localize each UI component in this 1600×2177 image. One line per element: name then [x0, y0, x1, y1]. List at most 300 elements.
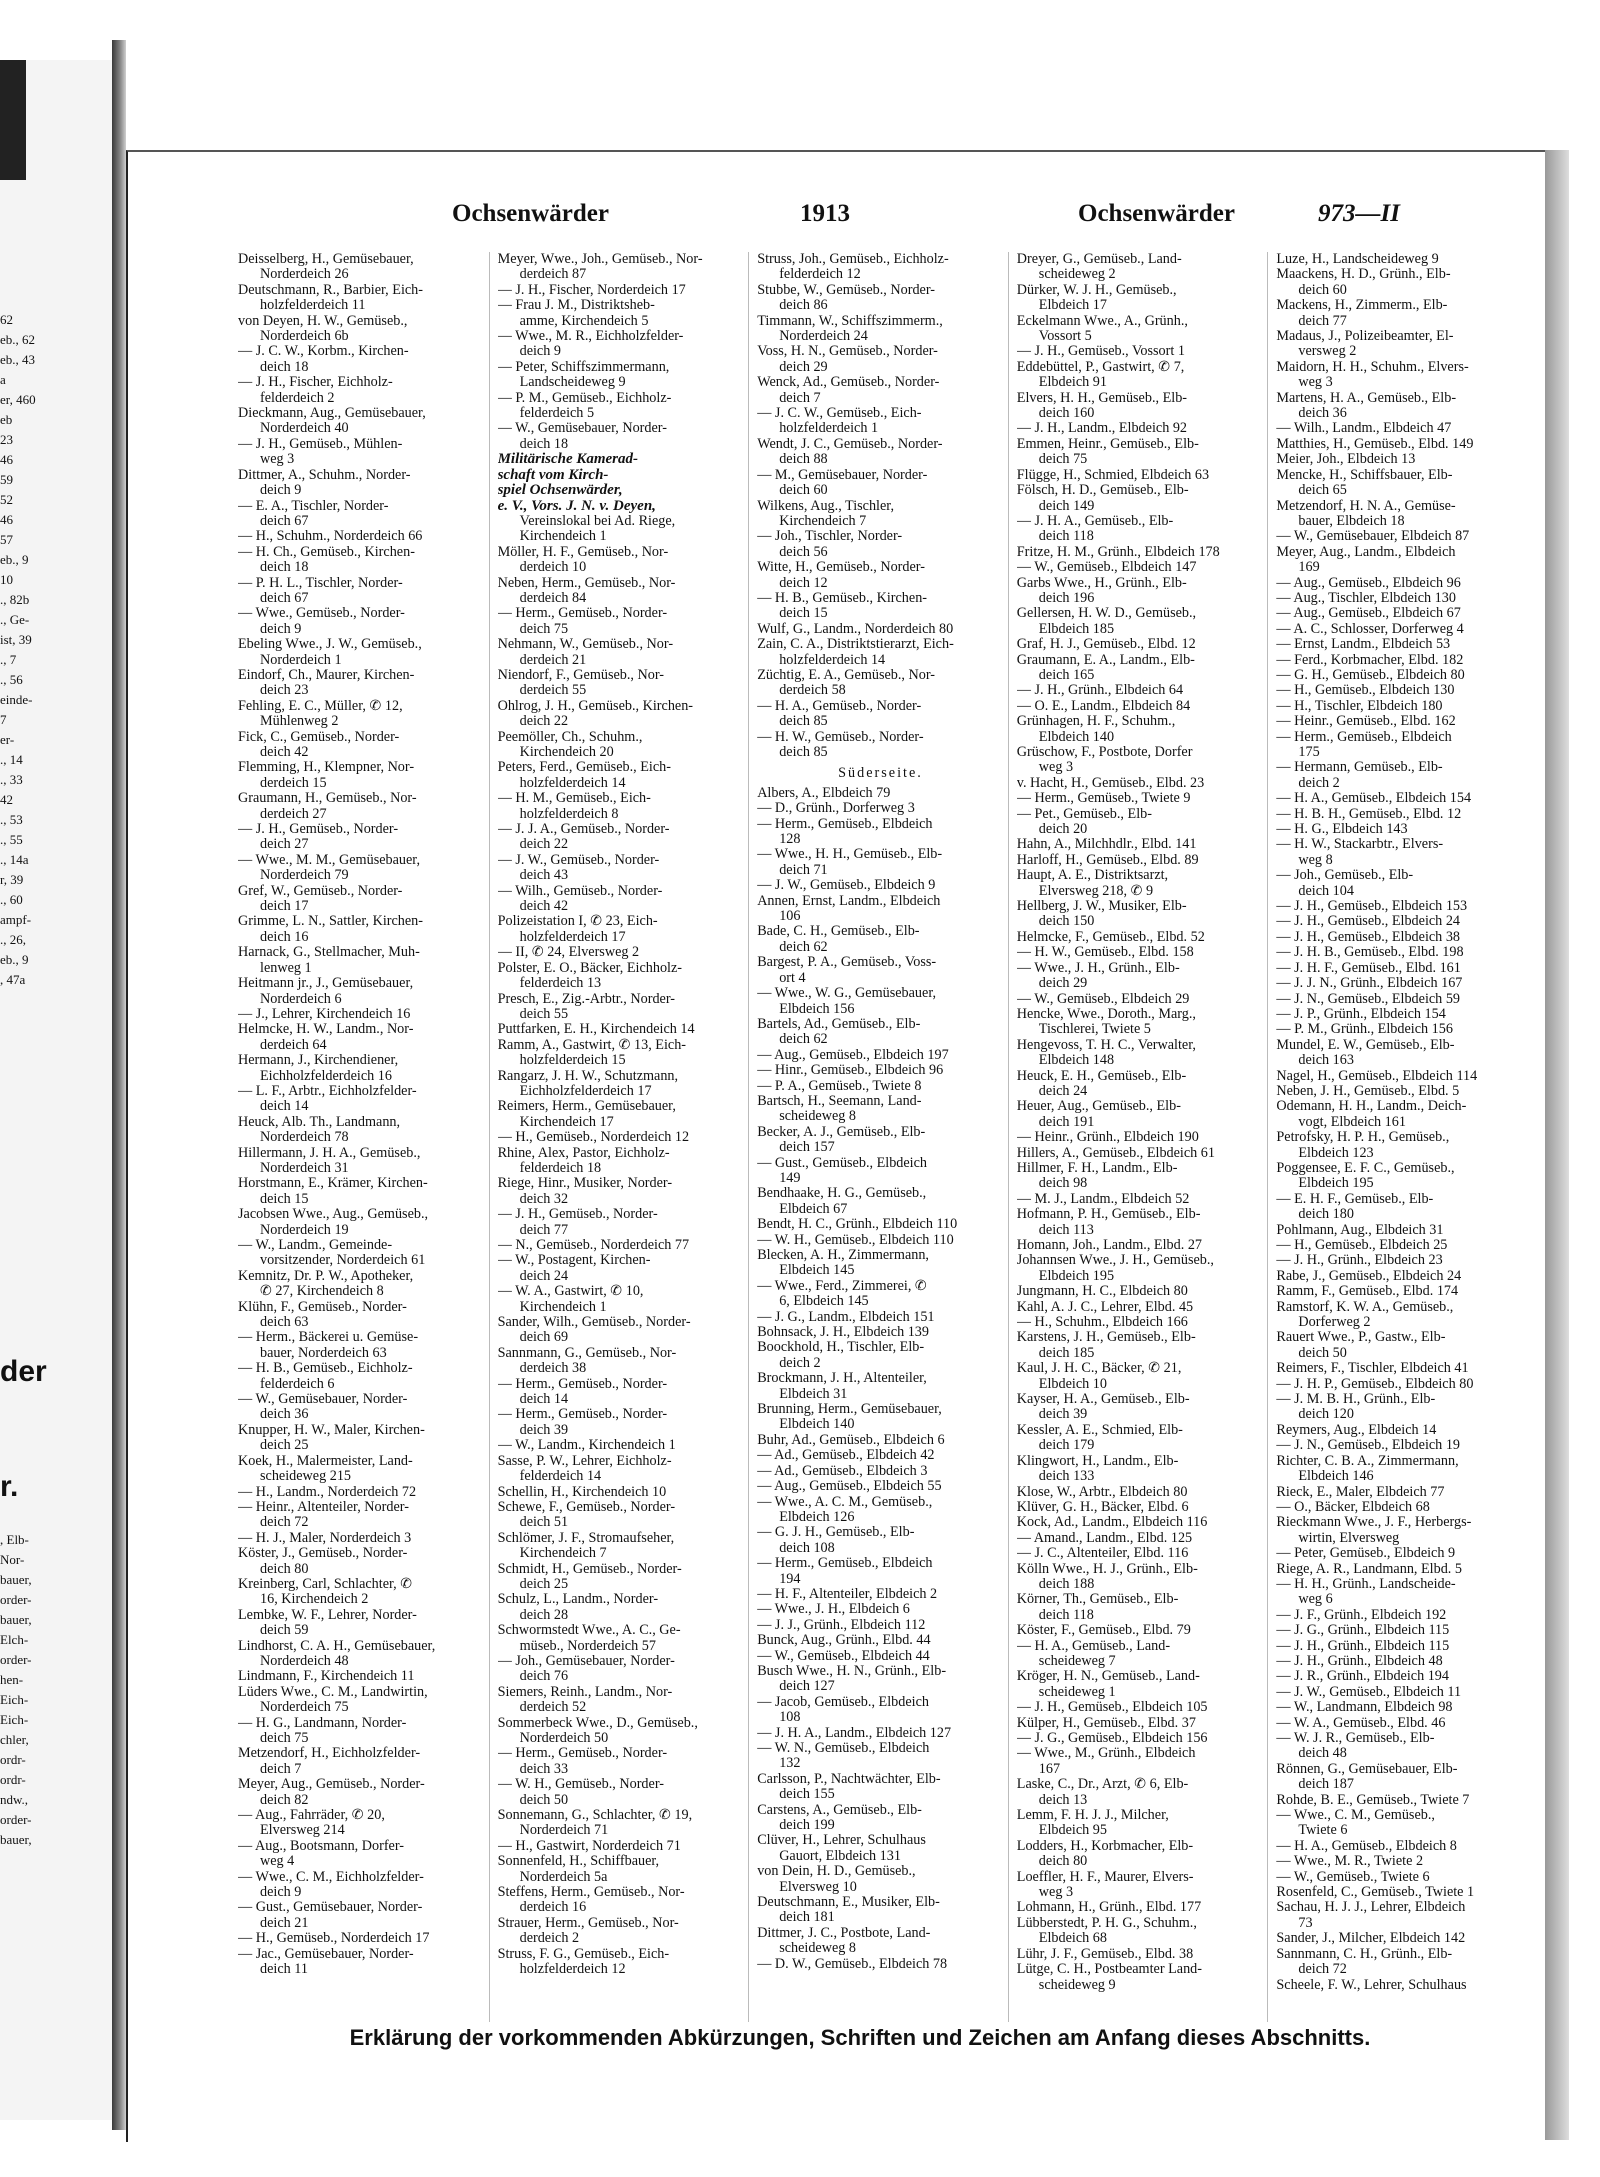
directory-entry-line: Grimme, L. N., Sattler, Kirchen-	[238, 914, 423, 930]
directory-entry-line: — W., Gemüsebauer, Elbdeich 87	[1276, 529, 1470, 545]
directory-entry-line: derdeich 27	[260, 806, 327, 822]
directory-entry-line: deich 16	[260, 929, 309, 945]
directory-entry-line: — H. J., Maler, Norderdeich 3	[238, 1530, 412, 1546]
directory-entry-line: scheideweg 8	[779, 1109, 857, 1125]
directory-entry-line: — L. F., Arbtr., Eichholzfelder-	[238, 1083, 417, 1099]
directory-entry-line: 149	[779, 1170, 801, 1186]
directory-entry-line: Nagel, H., Gemüseb., Elbdeich 114	[1276, 1068, 1478, 1084]
directory-entry-line: — J. H., Gemüseb., Elbdeich 38	[1276, 929, 1461, 945]
directory-entry-line: Helmcke, F., Gemüseb., Elbd. 52	[1016, 929, 1205, 945]
directory-entry-line: Dieckmann, Aug., Gemüsebauer,	[238, 406, 426, 422]
directory-entry-line: Grüschow, F., Postbote, Dorfer	[1016, 745, 1193, 760]
directory-entry-line: felderdeich 14	[519, 1469, 602, 1485]
directory-entry-line: deich 7	[260, 1761, 302, 1777]
directory-entry-line: Elversweg 214	[260, 1823, 345, 1839]
directory-entry-line: — W., Landm., Gemeinde-	[238, 1238, 393, 1253]
directory-entry-line: — Joh., Tischler, Norder-	[757, 529, 903, 545]
directory-entry-line: Hengevoss, T. H. C., Verwalter,	[1016, 1037, 1196, 1053]
directory-entry-line: — H. G., Elbdeich 143	[1276, 822, 1408, 838]
directory-entry-line: — H. A., Gemüseb., Norder-	[757, 698, 922, 714]
previous-page-line: Eich-	[0, 1712, 29, 1727]
directory-entry-line: Hofmann, P. H., Gemüseb., Elb-	[1016, 1207, 1201, 1223]
directory-entry-line: — W., Gemüseb., Elbdeich 44	[757, 1648, 930, 1664]
directory-entry-line: Kirchendeich 1	[519, 1299, 607, 1315]
directory-entry-line: bauer, Elbdeich 18	[1298, 513, 1405, 529]
directory-entry-line: Wenck, Ad., Gemüseb., Norder-	[757, 375, 940, 391]
directory-entry-line: deich 127	[779, 1679, 835, 1695]
directory-entry-line: — Jac., Gemüsebauer, Norder-	[238, 1946, 414, 1962]
directory-entry-line: derdeich 21	[519, 652, 587, 668]
directory-entry-line: deich 2	[779, 1355, 821, 1371]
directory-entry-line: — Wwe., J. H., Grünh., Elb-	[1016, 960, 1180, 976]
directory-entry-line: deich 163	[1298, 1053, 1354, 1069]
directory-entry-line: — H. H., Grünh., Landscheide-	[1276, 1576, 1456, 1592]
previous-page-line: ., 26,	[0, 932, 26, 947]
directory-entry-line: — J. M. B. H., Grünh., Elb-	[1276, 1392, 1436, 1408]
directory-entry-line: — Ernst, Landm., Elbdeich 53	[1276, 637, 1451, 653]
directory-entry-line: scheideweg 2	[1038, 267, 1116, 283]
directory-entry-line: — Aug., Tischler, Elbdeich 130	[1276, 590, 1456, 606]
directory-entry-line: deich 29	[779, 359, 828, 375]
directory-entry-line: deich 14	[260, 1099, 309, 1115]
directory-entry-line: — J. H., Grünh., Elbdeich 48	[1276, 1653, 1443, 1669]
directory-entry-line: Helmcke, H. W., Landm., Nor-	[238, 1022, 414, 1038]
directory-entry-line: — Wwe., J. H., Elbdeich 6	[757, 1602, 910, 1618]
directory-entry-line: Brunning, Herm., Gemüsebauer,	[757, 1402, 942, 1418]
directory-entry-line: Mencke, H., Schiffsbauer, Elb-	[1276, 467, 1453, 483]
directory-entry-line: deich 18	[260, 560, 309, 576]
directory-entry-line: Johannsen Wwe., J. H., Gemüseb.,	[1016, 1253, 1214, 1269]
directory-entry-line: Mühlenweg 2	[260, 714, 339, 730]
directory-entry-line: — Herm., Gemüseb., Norder-	[497, 1376, 668, 1392]
directory-entry-line: — J. H., Gemüseb., Elbdeich 153	[1276, 899, 1468, 915]
directory-entry-line: Lodders, H., Korbmacher, Elb-	[1016, 1838, 1194, 1854]
previous-page-line: Eich-	[0, 1692, 29, 1707]
directory-entry-line: Harloff, H., Gemüseb., Elbd. 89	[1016, 852, 1199, 868]
directory-entry-line: Elbdeich 156	[779, 1001, 855, 1017]
directory-entry-line: deich 18	[519, 436, 569, 452]
header-right-title: Ochsenwärder	[1078, 200, 1235, 227]
previous-page-line: ordr-	[0, 1772, 26, 1787]
column-1	[238, 252, 490, 2022]
directory-entry-line: Hillmer, F. H., Landm., Elb-	[1016, 1160, 1178, 1176]
directory-entry-line: — H., Gemüseb., Norderdeich 17	[238, 1931, 430, 1947]
directory-entry-line: deich 39	[1038, 1407, 1088, 1423]
directory-entry-line: Hencke, Wwe., Doroth., Marg.,	[1016, 1006, 1196, 1022]
directory-entry-line: Eichholzfelderdeich 17	[519, 1083, 652, 1099]
directory-entry-line: Hermann, J., Kirchendiener,	[238, 1053, 399, 1069]
directory-entry-line: Richter, C. B. A., Zimmermann,	[1276, 1453, 1459, 1469]
directory-entry-line: deich 85	[779, 745, 828, 760]
directory-entry-line: — Herm., Bäckerei u. Gemüse-	[238, 1330, 419, 1346]
directory-entry-line: — J. H. B., Gemüseb., Elbd. 198	[1276, 945, 1464, 961]
directory-entry-line: Köster, J., Gemüseb., Norder-	[238, 1546, 408, 1562]
directory-entry-line: — J. H., Gemüseb., Mühlen-	[238, 436, 403, 452]
previous-page-line: ndw.,	[0, 1792, 29, 1807]
directory-entry-line: Sonnemann, G., Schlachter, ✆ 19,	[497, 1808, 693, 1824]
page-number: 973—II	[1318, 200, 1400, 227]
directory-entry-line: Clüver, H., Lehrer, Schulhaus	[757, 1833, 926, 1849]
directory-entry-line: — Herm., Gemüseb., Elbdeich	[757, 1556, 933, 1572]
directory-entry-line: — W., Gemüseb., Elbdeich 29	[1016, 991, 1190, 1007]
directory-entry-line: Klose, W., Arbtr., Elbdeich 80	[1016, 1484, 1188, 1500]
directory-entry-line: Deutschmann, R., Barbier, Eich-	[238, 282, 423, 298]
directory-entry-line: deich 27	[260, 837, 309, 853]
directory-entry-line: — Aug., Fahrräder, ✆ 20,	[238, 1808, 385, 1824]
directory-entry-line: — J. C., Altenteiler, Elbd. 116	[1016, 1546, 1189, 1562]
directory-entry-line: Niendorf, F., Gemüseb., Nor-	[497, 667, 665, 683]
directory-entry-line: Eichholzfelderdeich 16	[260, 1068, 392, 1084]
directory-entry-line: — J. H., Grünh., Elbdeich 115	[1276, 1638, 1450, 1654]
previous-page-line: 52	[0, 492, 13, 507]
directory-entry-line: Kirchendeich 17	[519, 1114, 614, 1130]
directory-entry-line: deich 157	[779, 1140, 835, 1156]
directory-entry-line: deich 88	[779, 452, 828, 468]
directory-entry-line: vorsitzender, Norderdeich 61	[260, 1253, 426, 1269]
directory-entry-line: — J. H., Grünh., Elbdeich 23	[1276, 1253, 1443, 1269]
directory-entry-line: Rangarz, J. H. W., Schutzmann,	[497, 1068, 679, 1084]
directory-entry-line: Sannmann, C. H., Grünh., Elb-	[1276, 1946, 1453, 1962]
directory-entry-line: deich 29	[1038, 976, 1088, 992]
directory-entry-line: Elbdeich 146	[1298, 1469, 1374, 1485]
previous-page-line: 57	[0, 532, 13, 547]
directory-entry-line: weg 3	[260, 452, 295, 468]
directory-entry-line: — J. N., Gemüseb., Elbdeich 19	[1276, 1438, 1461, 1454]
directory-entry-line: — Heinr., Altenteiler, Norder-	[238, 1499, 409, 1515]
directory-entry-line: Fritze, H. M., Grünh., Elbdeich 178	[1016, 544, 1220, 560]
directory-entry-line: — J. C. W., Gemüseb., Eich-	[757, 406, 922, 422]
directory-entry-line: deich 18	[260, 359, 309, 375]
directory-entry-line: holzfelderdeich 8	[519, 806, 619, 822]
directory-entry-line: — W., Gemüsebauer, Norder-	[497, 421, 667, 437]
directory-entry-line: deich 22	[519, 714, 569, 730]
previous-page-line: 59	[0, 472, 13, 487]
directory-entry-line: derdeich 55	[519, 683, 587, 699]
directory-entry-line: Maidorn, H. H., Schuhm., Elvers-	[1276, 359, 1469, 375]
directory-entry-line: Grünhagen, H. F., Schuhm.,	[1016, 714, 1176, 730]
directory-entry-line: — M., Gemüsebauer, Norder-	[757, 467, 928, 483]
directory-entry-line: Elbdeich 95	[1038, 1823, 1107, 1839]
directory-entry-line: deich 24	[519, 1268, 569, 1284]
directory-entry-line: deich 160	[1038, 406, 1095, 422]
directory-entry-line: — W., Gemüseb., Elbdeich 147	[1016, 560, 1197, 576]
directory-entry-line: deich 77	[1298, 313, 1347, 329]
directory-entry-line: Emmen, Heinr., Gemüseb., Elb-	[1016, 436, 1199, 452]
previous-page-line: 42	[0, 792, 13, 807]
previous-page-heading-fragment: der	[0, 1355, 47, 1388]
directory-entry-line: — Joh., Gemüseb., Elb-	[1276, 868, 1414, 884]
directory-entry-line: — Hinr., Gemüseb., Elbdeich 96	[757, 1063, 944, 1079]
directory-entry-line: Rabe, J., Gemüseb., Elbdeich 24	[1276, 1268, 1462, 1284]
previous-page-line: eb	[0, 412, 13, 427]
directory-entry-line: Heitmann jr., J., Gemüsebauer,	[238, 976, 414, 992]
previous-page-fragment	[0, 60, 112, 2120]
previous-page-line: 62	[0, 312, 13, 327]
directory-entry-line: scheideweg 215	[260, 1469, 352, 1485]
directory-entry-line: Boockhold, H., Tischler, Elb-	[757, 1340, 925, 1356]
directory-entry-line: — A. C., Schlosser, Dorferweg 4	[1276, 621, 1464, 637]
previous-page-line: ., 56	[0, 672, 23, 687]
directory-entry-line: Hillers, A., Gemüseb., Elbdeich 61	[1016, 1145, 1215, 1161]
directory-entry-line: Schewe, F., Gemüseb., Norder-	[497, 1499, 676, 1515]
directory-entry-line: — H. Ch., Gemüseb., Kirchen-	[238, 544, 415, 560]
directory-entry-line: Fölsch, H. D., Gemüseb., Elb-	[1016, 483, 1189, 499]
directory-entry-line: — Aug., Gemüseb., Elbdeich 67	[1276, 606, 1461, 622]
previous-page-line: order-	[0, 1812, 32, 1827]
directory-entry-line: — H. B., Gemüseb., Kirchen-	[757, 590, 928, 606]
directory-entry-line: Reimers, F., Tischler, Elbdeich 41	[1276, 1361, 1469, 1377]
previous-page-line: eb., 43	[0, 352, 36, 367]
directory-entry-line: Struss, Joh., Gemüseb., Eichholz-	[757, 252, 949, 267]
directory-entry-line: Bartsch, H., Seemann, Land-	[757, 1093, 922, 1109]
directory-entry-line: deich 42	[519, 899, 569, 915]
directory-entry-line: Mundel, E. W., Gemüseb., Elb-	[1276, 1037, 1455, 1053]
page-header	[128, 200, 1548, 234]
directory-entry-line: — Ferd., Korbmacher, Elbd. 182	[1276, 652, 1464, 668]
directory-entry-line: Polizeistation I, ✆ 23, Eich-	[497, 914, 658, 930]
directory-entry-line: Koek, H., Malermeister, Land-	[238, 1453, 413, 1469]
directory-entry-line: Kahl, A. J. C., Lehrer, Elbd. 45	[1016, 1299, 1194, 1315]
directory-entry-line: 132	[779, 1756, 801, 1772]
directory-entry-line: — W. A., Gastwirt, ✆ 10,	[497, 1284, 644, 1300]
directory-entry-line: — J., Lehrer, Kirchendeich 16	[238, 1006, 411, 1022]
directory-entry-line: deich 76	[519, 1669, 569, 1685]
directory-entry-line: deich 191	[1038, 1114, 1095, 1130]
directory-entry-line: — H., Gemüseb., Elbdeich 130	[1276, 683, 1455, 699]
directory-entry-line: scheideweg 9	[1038, 1977, 1116, 1993]
directory-entry-line: Kirchendeich 1	[519, 529, 607, 545]
directory-entry-line: Kaul, J. H. C., Bäcker, ✆ 21,	[1016, 1361, 1182, 1377]
previous-page-line: 46	[0, 512, 13, 527]
previous-page-line: ., 7	[0, 652, 17, 667]
directory-entry-line: — Joh., Gemüsebauer, Norder-	[497, 1653, 675, 1669]
directory-entry-line: deich 55	[519, 1006, 569, 1022]
directory-entry-line: 194	[779, 1571, 801, 1587]
directory-entry-line: — Gust., Gemüsebauer, Norder-	[238, 1900, 423, 1916]
previous-page-line: ., 33	[0, 772, 23, 787]
directory-entry-line: — J. H. F., Gemüseb., Elbd. 161	[1276, 960, 1461, 976]
directory-entry-line: deich 7	[779, 390, 821, 406]
directory-entry-line: — J. J. A., Gemüseb., Norder-	[497, 822, 670, 838]
directory-entry-line: Peters, Ferd., Gemüseb., Eich-	[497, 760, 671, 776]
directory-entry-line: — M. J., Landm., Elbdeich 52	[1016, 1191, 1190, 1207]
directory-entry-line: Reymers, Aug., Elbdeich 14	[1276, 1422, 1437, 1438]
directory-entry-line: deich 36	[1298, 406, 1347, 422]
directory-entry-line: Kirchendeich 7	[519, 1546, 607, 1562]
previous-page-lines	[0, 310, 36, 990]
directory-entry-line: Garbs Wwe., H., Grünh., Elb-	[1016, 575, 1187, 591]
directory-entry-line: — J. H. A., Gemüseb., Elb-	[1016, 513, 1174, 529]
directory-entry-line: — Jacob, Gemüseb., Elbdeich	[757, 1694, 929, 1710]
directory-entry-line: Bargest, P. A., Gemüseb., Voss-	[757, 955, 937, 971]
directory-entry-line: derdeich 15	[260, 775, 327, 791]
directory-entry-line: Eddebüttel, P., Gastwirt, ✆ 7,	[1016, 359, 1185, 375]
directory-entry-line: amme, Kirchendeich 5	[519, 313, 649, 329]
directory-entry-line: Norderdeich 71	[519, 1823, 609, 1839]
directory-entry-line: ort 4	[779, 970, 806, 986]
directory-entry-line: Dittmer, J. C., Postbote, Land-	[757, 1925, 931, 1941]
directory-entry-line: — Gust., Gemüseb., Elbdeich	[757, 1155, 928, 1171]
directory-entry-line: — Heinr., Gemüseb., Elbd. 162	[1276, 714, 1456, 730]
directory-entry-line: — Amand., Landm., Elbd. 125	[1016, 1530, 1193, 1546]
directory-entry-line: felderdeich 13	[519, 976, 602, 992]
book-gutter	[112, 40, 126, 2130]
directory-entry-line: Lütge, C. H., Postbeamter Land-	[1016, 1962, 1202, 1978]
directory-entry-line: — H., Gastwirt, Norderdeich 71	[497, 1838, 681, 1854]
directory-entry-line: — J. H., Gemüseb., Elbdeich 24	[1276, 914, 1461, 930]
directory-entry-line: Bartels, Ad., Gemüseb., Elb-	[757, 1016, 921, 1032]
directory-entry-line: Schlömer, J. F., Stromaufseher,	[497, 1530, 675, 1546]
directory-entry-line: deich 118	[1038, 1607, 1094, 1623]
directory-entry-line: deich 120	[1298, 1407, 1354, 1423]
previous-page-heading-fragment-2: r.	[0, 1470, 19, 1503]
directory-entry-line: — J. W., Gemüseb., Elbdeich 11	[1276, 1684, 1462, 1700]
directory-entry-line: deich 72	[1298, 1962, 1347, 1978]
directory-entry-line: Karstens, J. H., Gemüseb., Elb-	[1016, 1330, 1196, 1346]
directory-entry-line: — Wwe., H. H., Gemüseb., Elb-	[757, 847, 943, 863]
directory-entry-line: Sommerbeck Wwe., D., Gemüseb.,	[497, 1715, 698, 1731]
directory-entry-line: Rieckmann Wwe., J. F., Herbergs-	[1276, 1515, 1472, 1531]
directory-entry-line: — E. A., Tischler, Norder-	[238, 498, 389, 514]
directory-entry-line: — W., Gemüseb., Twiete 6	[1276, 1869, 1430, 1885]
directory-entry-line: Norderdeich 48	[260, 1653, 349, 1669]
directory-entry-line: deich 12	[779, 575, 828, 591]
directory-entry-line: — J. R., Grünh., Elbdeich 194	[1276, 1669, 1449, 1685]
directory-entry-line: — P. H. L., Tischler, Norder-	[238, 575, 403, 591]
directory-entry-line: — J. H., Gemüseb., Norder-	[238, 822, 399, 838]
directory-entry-line: Elbdeich 17	[1038, 298, 1107, 314]
directory-entry-line: weg 8	[1298, 852, 1333, 868]
directory-entry-line: deich 48	[1298, 1746, 1347, 1762]
directory-entry-line: — H. F., Altenteiler, Elbdeich 2	[757, 1586, 938, 1602]
directory-entry-line: — H. G., Landmann, Norder-	[238, 1715, 407, 1731]
previous-page-line: order-	[0, 1652, 32, 1667]
directory-entry-line: Schmidt, H., Gemüseb., Norder-	[497, 1561, 682, 1577]
directory-entry-line: deich 67	[260, 590, 309, 606]
directory-entry-line: Twiete 6	[1298, 1823, 1348, 1839]
directory-entry-line: deich 67	[260, 513, 309, 529]
directory-entry-line: Knupper, H. W., Maler, Kirchen-	[238, 1422, 425, 1438]
directory-entry-line: deich 113	[1038, 1222, 1094, 1238]
directory-entry-line: Köster, F., Gemüseb., Elbd. 79	[1016, 1623, 1191, 1639]
directory-entry-line: deich 42	[260, 745, 309, 760]
directory-entry-line: — Peter, Schiffszimmermann,	[497, 359, 670, 375]
directory-entry-line: Norderdeich 1	[260, 652, 342, 668]
directory-entry-line: Stubbe, W., Gemüseb., Norder-	[757, 282, 936, 298]
previous-page-line: a	[0, 372, 6, 387]
directory-entry-line: deich 39	[519, 1422, 569, 1438]
directory-entry-line: Horstmann, E., Krämer, Kirchen-	[238, 1176, 428, 1192]
directory-entry-line: — Wwe., W. G., Gemüsebauer,	[757, 986, 937, 1002]
directory-entry-line: Martens, H. A., Gemüseb., Elb-	[1276, 390, 1457, 406]
directory-entry-line: felderdeich 6	[260, 1376, 335, 1392]
directory-entry-line: Norderdeich 75	[260, 1700, 349, 1716]
directory-entry-line: derdeich 87	[519, 267, 587, 283]
directory-entry-line: Dürker, W. J. H., Gemüseb.,	[1016, 282, 1177, 298]
directory-entry-line: Heuer, Aug., Gemüseb., Elb-	[1016, 1099, 1181, 1115]
directory-entry-line: Schulz, L., Landm., Norder-	[497, 1592, 659, 1608]
directory-entry-line: Loeffler, H. F., Maurer, Elvers-	[1016, 1869, 1194, 1885]
directory-entry-line: — H., Landm., Norderdeich 72	[238, 1484, 417, 1500]
previous-page-lines-2	[0, 1530, 32, 1850]
directory-entry-line: Ramm, F., Gemüseb., Elbd. 174	[1276, 1284, 1459, 1300]
directory-entry-line: Strauer, Herm., Gemüseb., Nor-	[497, 1915, 679, 1931]
directory-entry-line: deich 71	[779, 862, 828, 878]
directory-entry-line: — H. M., Gemüseb., Eich-	[497, 791, 651, 807]
directory-entry-line: — Wwe., Gemüseb., Norder-	[238, 606, 405, 622]
directory-entry-line: derdeich 58	[779, 683, 846, 699]
previous-page-line: ordr-	[0, 1752, 26, 1767]
directory-entry-line: Hillermann, J. H. A., Gemüseb.,	[238, 1145, 421, 1161]
directory-entry-line: müseb., Norderdeich 57	[519, 1638, 656, 1654]
directory-entry-line: Elbdeich 148	[1038, 1053, 1115, 1069]
directory-entry-line: holzfelderdeich 15	[519, 1053, 626, 1069]
directory-entry-line: Carstens, A., Gemüseb., Elb-	[757, 1802, 922, 1818]
directory-entry-line: Jungmann, H. C., Elbdeich 80	[1016, 1284, 1188, 1300]
column-3	[757, 252, 1009, 2022]
directory-entry-line: deich 22	[519, 837, 569, 853]
previous-page-line: order-	[0, 1592, 32, 1607]
directory-entry-line: Norderdeich 6b	[260, 329, 349, 345]
directory-entry-line: — Herm., Gemüseb., Norder-	[497, 1746, 668, 1762]
directory-entry-line: Madaus, J., Polizeibeamter, El-	[1276, 329, 1454, 345]
directory-entry-line: deich 179	[1038, 1438, 1095, 1454]
directory-entry-line: Hellberg, J. W., Musiker, Elb-	[1016, 899, 1187, 915]
directory-entry-line: Elbdeich 140	[779, 1417, 855, 1433]
directory-entry-line: — H. W., Stackarbtr., Elvers-	[1276, 837, 1444, 853]
directory-entry-line: deich 75	[519, 621, 569, 637]
directory-entry-line: Elbdeich 140	[1038, 729, 1115, 745]
directory-entry-line: felderdeich 5	[519, 406, 595, 422]
directory-entry-line: — J. G., Landm., Elbdeich 151	[757, 1309, 935, 1325]
directory-entry-line: 6, Elbdeich 145	[779, 1294, 869, 1310]
directory-entry-line: deich 62	[779, 1032, 828, 1048]
directory-entry-line: — Heinr., Grünh., Elbdeich 190	[1016, 1130, 1199, 1146]
directory-entry-line: Vereinslokal bei Ad. Riege,	[519, 513, 676, 529]
previous-page-line: bauer,	[0, 1832, 32, 1847]
directory-entry-line: Elbdeich 67	[779, 1201, 848, 1217]
directory-entry-line: wirtin, Elversweg	[1298, 1530, 1400, 1546]
directory-entry-line: Lemm, F. H. J. J., Milcher,	[1016, 1808, 1169, 1824]
directory-entry-line: — J. W., Gemüseb., Elbdeich 9	[757, 878, 936, 894]
directory-entry-line: Bohnsack, J. H., Elbdeich 139	[757, 1325, 929, 1341]
directory-entry-line: Pohlmann, Aug., Elbdeich 31	[1276, 1222, 1444, 1238]
directory-entry-line: — H. A., Gemüseb., Elbdeich 154	[1276, 791, 1472, 807]
directory-entry-line: — Wwe., M. R., Twiete 2	[1276, 1854, 1424, 1870]
column-4	[1017, 252, 1269, 2022]
directory-entry-line: — W. H., Gemüseb., Norder-	[497, 1777, 664, 1793]
directory-entry-line: Kirchendeich 7	[779, 513, 867, 529]
directory-entry-line: Rieck, E., Maler, Elbdeich 77	[1276, 1484, 1445, 1500]
directory-entry-line: Elbdeich 195	[1038, 1268, 1115, 1284]
directory-entry-line: deich 65	[1298, 483, 1347, 499]
directory-entry-line: Homann, Joh., Landm., Elbd. 27	[1016, 1238, 1203, 1253]
directory-entry-line: — Wwe., C. M., Gemüseb.,	[1276, 1808, 1435, 1824]
directory-entry-line: Mackens, H., Zimmerm., Elb-	[1276, 298, 1448, 314]
directory-entry-line: — Pet., Gemüseb., Elb-	[1016, 806, 1152, 822]
directory-entry-line: — W. A., Gemüseb., Elbd. 46	[1276, 1715, 1446, 1731]
header-year: 1913	[800, 200, 850, 227]
section-heading: Süderseite.	[838, 766, 923, 782]
directory-entry-line: deich 98	[1038, 1176, 1088, 1192]
directory-entry-line: Wilkens, Aug., Tischler,	[757, 498, 894, 514]
directory-entry-line: — J. H., Grünh., Elbdeich 64	[1016, 683, 1184, 699]
directory-entry-line: deich 185	[1038, 1345, 1095, 1361]
directory-entry-line: Elbdeich 126	[779, 1509, 855, 1525]
directory-entry-line: Elbdeich 185	[1038, 621, 1115, 637]
directory-entry-line: Riege, Hinr., Musiker, Norder-	[497, 1176, 673, 1192]
directory-entry-line: Norderdeich 50	[519, 1731, 609, 1746]
